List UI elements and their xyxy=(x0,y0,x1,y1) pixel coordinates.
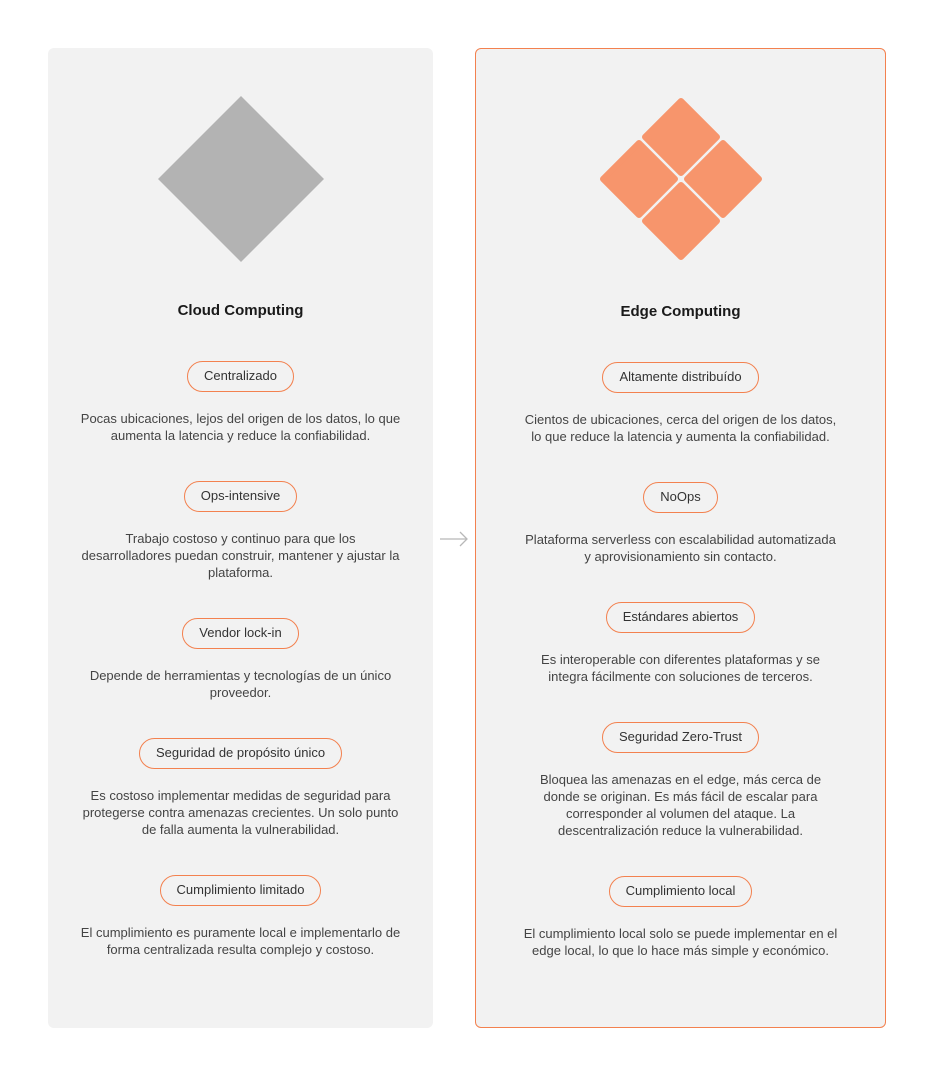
edge-badge-estandares: Estándares abiertos xyxy=(606,602,756,633)
four-diamonds-icon xyxy=(476,95,885,265)
edge-title: Edge Computing xyxy=(620,303,741,320)
edge-desc: El cumplimiento local solo se puede implementar en el edge local, lo que lo hace más simple y económico. xyxy=(523,926,838,958)
cloud-section xyxy=(48,361,433,444)
edge-desc: Es interoperable con diferentes plataformas y se integra fácilmente con soluciones de terceros. xyxy=(541,652,820,684)
edge-section xyxy=(476,362,885,445)
cloud-badge-ops-intensive: Ops-intensive xyxy=(184,481,297,512)
diamond-icon xyxy=(48,94,433,264)
cloud-badge-cumplimiento: Cumplimiento limitado xyxy=(160,875,322,906)
cloud-desc: Depende de herramientas y tecnologías de un único proveedor. xyxy=(89,668,392,700)
cloud-section xyxy=(48,481,433,581)
edge-badge-distribuido: Altamente distribuído xyxy=(602,362,758,393)
edge-desc: Bloquea las amenazas en el edge, más cerca de donde se originan. Es más fácil de escalar para corresponder al volumen del ataque. La descentralización reduce la vulnerabilidad. xyxy=(539,772,822,838)
cloud-desc: El cumplimiento es puramente local e implementarlo de forma centralizada resulta complejo y costoso. xyxy=(80,925,401,957)
edge-badge-zero-trust: Seguridad Zero-Trust xyxy=(602,722,759,753)
edge-section xyxy=(476,876,885,959)
edge-desc: Plataforma serverless con escalabilidad automatizada y aprovisionamiento sin contacto. xyxy=(525,532,836,564)
edge-section xyxy=(476,602,885,685)
edge-section xyxy=(476,482,885,565)
cloud-badge-vendor-lock-in: Vendor lock-in xyxy=(182,618,298,649)
edge-badge-noops: NoOps xyxy=(643,482,717,513)
cloud-desc: Trabajo costoso y continuo para que los desarrolladores puedan construir, mantener y ajustar la plataforma. xyxy=(81,531,400,580)
arrow-right-icon xyxy=(439,530,469,548)
cloud-desc: Es costoso implementar medidas de seguridad para protegerse contra amenazas crecientes. Un solo punto de falla aumenta la vulnerabilidad. xyxy=(82,788,399,837)
cloud-section xyxy=(48,618,433,701)
cloud-computing-panel xyxy=(48,48,433,1028)
edge-computing-panel xyxy=(475,48,886,1028)
cloud-badge-centralizado: Centralizado xyxy=(187,361,294,392)
cloud-section xyxy=(48,875,433,958)
cloud-desc: Pocas ubicaciones, lejos del origen de los datos, lo que aumenta la latencia y reduce la confiabilidad. xyxy=(80,411,401,443)
edge-desc: Cientos de ubicaciones, cerca del origen de los datos, lo que reduce la latencia y aumenta la confiabilidad. xyxy=(524,412,837,444)
edge-section xyxy=(476,722,885,839)
cloud-section xyxy=(48,738,433,838)
cloud-title: Cloud Computing xyxy=(177,302,304,319)
cloud-badge-seguridad: Seguridad de propósito único xyxy=(139,738,342,769)
edge-badge-cumplimiento: Cumplimiento local xyxy=(609,876,753,907)
